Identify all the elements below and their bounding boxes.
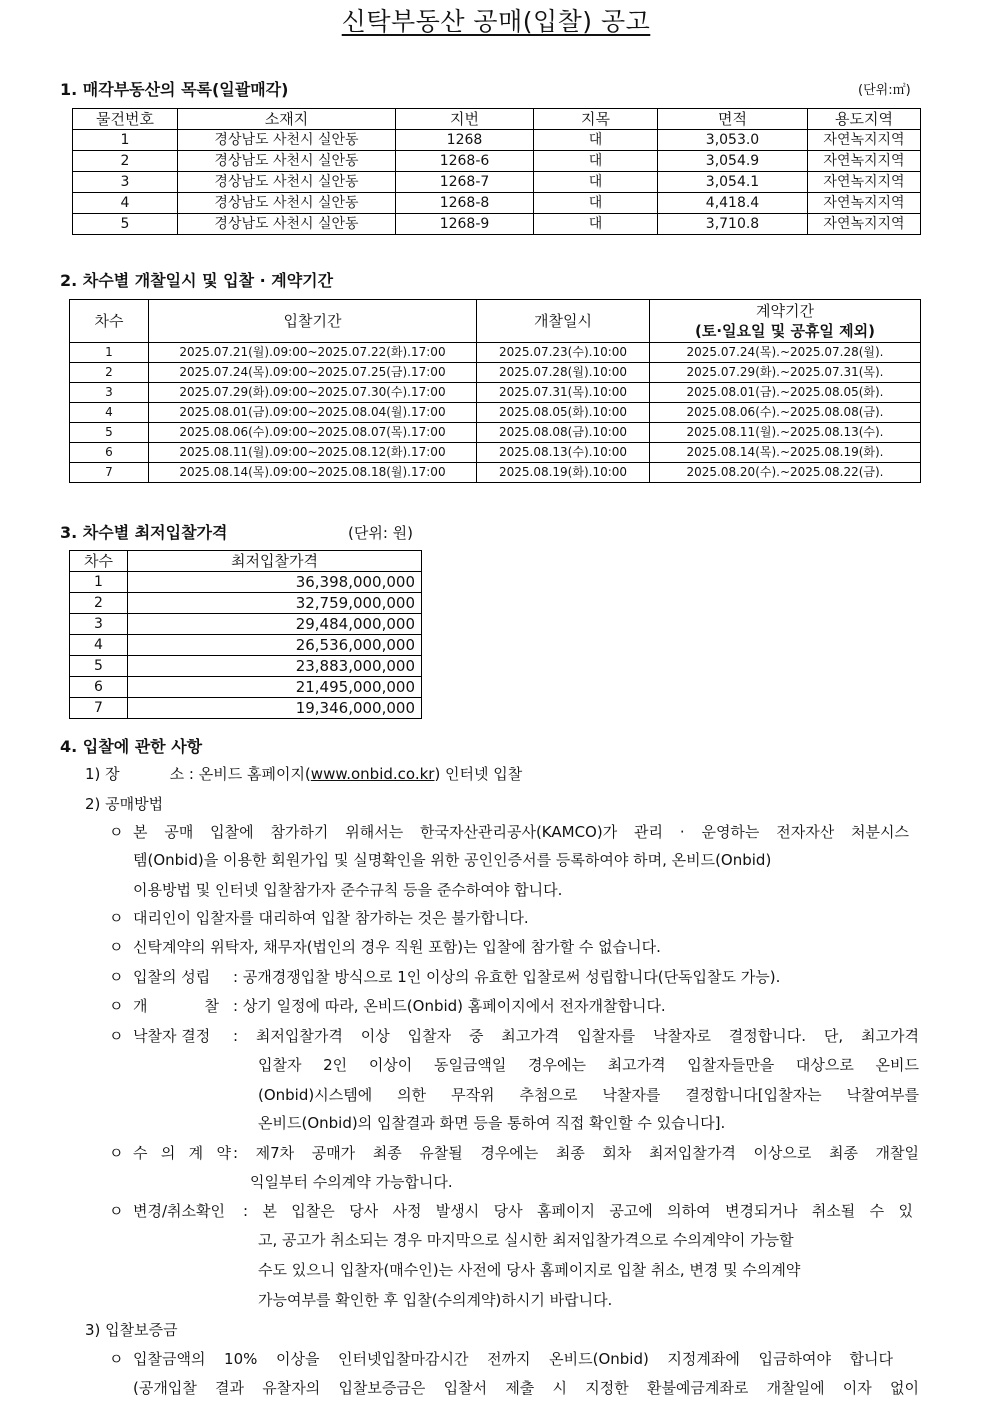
table-row	[70, 383, 921, 403]
table-row	[70, 443, 921, 463]
table-row	[70, 614, 422, 635]
table-cell: 1268-6	[396, 151, 534, 172]
method-6-line-2: 입찰자 2인 이상이 동일금액일 경우에는 최고가격 입찰자들만을 대상으로 온비드	[258, 1056, 919, 1074]
method-8-label: 변경/취소확인	[133, 1202, 225, 1220]
table-row	[73, 214, 921, 235]
method-8-line-2: 고, 공고가 취소되는 경우 마지막으로 실시한 최저입찰가격으로 수의계약이 가능할	[258, 1231, 794, 1249]
table-cell: 대	[534, 172, 658, 193]
method-heading: 2) 공매방법	[85, 795, 164, 813]
table-row	[73, 172, 921, 193]
section1-heading: 1. 매각부동산의 목록(일괄매각)	[60, 80, 289, 99]
table-row	[70, 572, 422, 593]
page-title: 신탁부동산 공매(입찰) 공고	[341, 7, 651, 36]
section3-heading: 3. 차수별 최저입찰가격	[60, 523, 228, 542]
column-header: 최저입찰가격	[128, 551, 422, 572]
table-cell: 경상남도 사천시 실안동	[178, 130, 396, 151]
table-cell: 2025.08.06(수).09:00~2025.08.07(목).17:00	[149, 423, 477, 443]
column-header: 지목	[534, 109, 658, 130]
table-cell: 3,054.9	[658, 151, 808, 172]
table-cell: 6	[70, 443, 149, 463]
table-cell: 경상남도 사천시 실안동	[178, 151, 396, 172]
method-3: 신탁계약의 위탁자, 채무자(법인의 경우 직원 포함)는 입찰에 참가할 수 없습니다.	[133, 938, 661, 956]
table-cell: 7	[70, 698, 128, 719]
method-8-line-4: 가능여부를 확인한 후 입찰(수의계약)하시기 바랍니다.	[258, 1291, 613, 1309]
method-5-label: 개 찰	[133, 997, 219, 1015]
bullet-icon: ㅇ	[109, 997, 124, 1015]
method-8-line-3: 수도 있으니 입찰자(매수인)는 사전에 당사 홈페이지로 입찰 취소, 변경 및 수의계약	[258, 1261, 801, 1279]
table-cell: 2	[70, 363, 149, 383]
table-cell: 2025.07.28(월).10:00	[477, 363, 650, 383]
method-4-label: 입찰의 성립	[133, 968, 211, 986]
table-cell: 2025.07.24(목).09:00~2025.07.25(금).17:00	[149, 363, 477, 383]
method-7-line-1: : 제7차 공매가 최종 유찰될 경우에는 최종 회차 최저입찰가격 이상으로 최종 개찰일	[233, 1144, 919, 1162]
place-line: 1) 장 소 : 온비드 홈페이지(www.onbid.co.kr) 인터넷 입찰	[85, 765, 523, 783]
table-cell: 1	[73, 130, 178, 151]
table-cell: 7	[70, 463, 149, 483]
column-header: 개찰일시	[477, 300, 650, 343]
table-row	[73, 193, 921, 214]
method-4-text: : 공개경쟁입찰 방식으로 1인 이상의 유효한 입찰로써 성립합니다(단독입찰도 가능).	[233, 968, 781, 986]
table-row	[70, 363, 921, 383]
table-cell: 2025.08.14(목).~2025.08.19(화).	[650, 443, 921, 463]
column-header	[650, 300, 921, 343]
table-cell: 6	[70, 677, 128, 698]
table-cell: 경상남도 사천시 실안동	[178, 172, 396, 193]
table-cell: 3	[73, 172, 178, 193]
table-cell: 대	[534, 214, 658, 235]
method-1-line-2: 템(Onbid)을 이용한 회원가입 및 실명확인을 위한 공인인증서를 등록하여야 하며, 온비드(Onbid)	[133, 851, 772, 869]
bullet-icon: ㅇ	[109, 1350, 124, 1368]
method-6-line-3: (Onbid)시스템에 의한 무작위 추첨으로 낙찰자를 결정합니다[입찰자는 낙찰여부를	[258, 1086, 919, 1104]
min-price-cell: 23,883,000,000	[128, 656, 422, 677]
table-row	[70, 635, 422, 656]
table-cell: 2025.07.29(화).09:00~2025.07.30(수).17:00	[149, 383, 477, 403]
column-header: 지번	[396, 109, 534, 130]
column-header: 차수	[70, 300, 149, 343]
deposit-line-2: (공개입찰 결과 유찰자의 입찰보증금은 입찰서 제출 시 지정한 환불예금계좌로 개찰일에 이자 없이	[133, 1379, 919, 1397]
min-price-cell: 26,536,000,000	[128, 635, 422, 656]
table-row	[70, 423, 921, 443]
min-price-table	[69, 550, 422, 719]
table-cell: 2025.07.29(화).~2025.07.31(목).	[650, 363, 921, 383]
table-cell: 5	[73, 214, 178, 235]
table-cell: 2025.08.13(수).10:00	[477, 443, 650, 463]
table-cell: 자연녹지지역	[808, 172, 921, 193]
method-6-line-4: 온비드(Onbid)의 입찰결과 화면 등을 통하여 직접 확인할 수 있습니다].	[258, 1114, 726, 1132]
table-cell: 경상남도 사천시 실안동	[178, 193, 396, 214]
table-cell: 4	[70, 403, 149, 423]
method-8-line-1: : 본 입찰은 당사 사정 발생시 당사 홈페이지 공고에 의하여 변경되거나 취소될 수 있	[243, 1202, 913, 1220]
schedule-table	[69, 299, 921, 483]
section2-heading: 2. 차수별 개찰일시 및 입찰 · 계약기간	[60, 271, 334, 290]
table-cell: 3	[70, 614, 128, 635]
table-cell: 자연녹지지역	[808, 193, 921, 214]
method-1-line-3: 이용방법 및 인터넷 입찰참가자 준수규칙 등을 준수하여야 합니다.	[133, 881, 563, 899]
bullet-icon: ㅇ	[109, 1144, 124, 1162]
table-cell: 1268-8	[396, 193, 534, 214]
method-6-label: 낙찰자 결정	[133, 1027, 211, 1045]
table-cell: 대	[534, 151, 658, 172]
table-cell: 2025.08.20(수).~2025.08.22(금).	[650, 463, 921, 483]
table-cell: 3	[70, 383, 149, 403]
table-cell: 대	[534, 193, 658, 214]
method-5-text: : 상기 일정에 따라, 온비드(Onbid) 홈페이지에서 전자개찰합니다.	[233, 997, 666, 1015]
bullet-icon: ㅇ	[109, 909, 124, 927]
table-cell: 자연녹지지역	[808, 151, 921, 172]
table-cell: 1268-9	[396, 214, 534, 235]
table-row	[73, 151, 921, 172]
bullet-icon: ㅇ	[109, 968, 124, 986]
bullet-icon: ㅇ	[109, 823, 124, 841]
table-cell: 5	[70, 423, 149, 443]
table-cell: 1268-7	[396, 172, 534, 193]
table-row	[70, 677, 422, 698]
section1-unit: (단위:㎡)	[858, 83, 911, 98]
method-6-line-1: : 최저입찰가격 이상 입찰자 중 최고가격 입찰자를 낙찰자로 결정합니다. 단, 최고가격	[233, 1027, 919, 1045]
table-cell: 2	[70, 593, 128, 614]
min-price-cell: 21,495,000,000	[128, 677, 422, 698]
table-cell: 2025.08.14(목).09:00~2025.08.18(월).17:00	[149, 463, 477, 483]
column-header: 차수	[70, 551, 128, 572]
table-cell: 3,053.0	[658, 130, 808, 151]
table-cell: 2025.07.24(목).~2025.07.28(월).	[650, 343, 921, 363]
method-7-label: 수 의 계 약	[133, 1144, 231, 1162]
table-cell: 3,710.8	[658, 214, 808, 235]
table-header-row	[70, 300, 921, 343]
deposit-line-1: 입찰금액의 10% 이상을 인터넷입찰마감시간 전까지 온비드(Onbid) 지정계좌에 입금하여야 합니다	[133, 1350, 893, 1368]
min-price-cell: 29,484,000,000	[128, 614, 422, 635]
table-header-row	[70, 551, 422, 572]
table-row	[70, 403, 921, 423]
column-header: 면적	[658, 109, 808, 130]
table-row	[70, 463, 921, 483]
method-7-line-2: 익일부터 수의계약 가능합니다.	[250, 1173, 453, 1191]
method-2: 대리인이 입찰자를 대리하여 입찰 참가하는 것은 불가합니다.	[133, 909, 529, 927]
table-header-row	[73, 109, 921, 130]
bullet-icon: ㅇ	[109, 938, 124, 956]
table-cell: 2025.08.06(수).~2025.08.08(금).	[650, 403, 921, 423]
table-cell: 2025.08.11(월).~2025.08.13(수).	[650, 423, 921, 443]
column-header-line: 계약기간	[756, 302, 814, 320]
table-cell: 2025.08.01(금).09:00~2025.08.04(월).17:00	[149, 403, 477, 423]
table-cell: 경상남도 사천시 실안동	[178, 214, 396, 235]
table-cell: 자연녹지지역	[808, 130, 921, 151]
table-row	[70, 343, 921, 363]
onbid-link[interactable]: www.onbid.co.kr	[310, 765, 435, 783]
table-cell: 1	[70, 572, 128, 593]
table-cell: 자연녹지지역	[808, 214, 921, 235]
table-cell: 4	[70, 635, 128, 656]
min-price-cell: 32,759,000,000	[128, 593, 422, 614]
table-cell: 2025.07.23(수).10:00	[477, 343, 650, 363]
table-cell: 5	[70, 656, 128, 677]
table-cell: 1268	[396, 130, 534, 151]
table-cell: 2025.07.21(월).09:00~2025.07.22(화).17:00	[149, 343, 477, 363]
column-header: 소재지	[178, 109, 396, 130]
table-cell: 2025.08.05(화).10:00	[477, 403, 650, 423]
table-cell: 3,054.1	[658, 172, 808, 193]
table-cell: 2025.08.11(월).09:00~2025.08.12(화).17:00	[149, 443, 477, 463]
table-cell: 2025.08.01(금).~2025.08.05(화).	[650, 383, 921, 403]
table-cell: 2025.08.19(화).10:00	[477, 463, 650, 483]
table-cell: 대	[534, 130, 658, 151]
column-header: 입찰기간	[149, 300, 477, 343]
column-header: 물건번호	[73, 109, 178, 130]
min-price-cell: 19,346,000,000	[128, 698, 422, 719]
bullet-icon: ㅇ	[109, 1202, 124, 1220]
table-row	[70, 593, 422, 614]
table-cell: 2025.07.31(목).10:00	[477, 383, 650, 403]
table-row	[70, 698, 422, 719]
method-1-line-1: 본 공매 입찰에 참가하기 위해서는 한국자산관리공사(KAMCO)가 관리 · 운영하는 전자자산 처분시스	[133, 823, 909, 841]
table-row	[73, 130, 921, 151]
table-cell: 1	[70, 343, 149, 363]
table-cell: 2	[73, 151, 178, 172]
min-price-cell: 36,398,000,000	[128, 572, 422, 593]
section3-unit: (단위: 원)	[348, 524, 413, 542]
property-table	[72, 108, 921, 235]
table-row	[70, 656, 422, 677]
table-cell: 4	[73, 193, 178, 214]
deposit-heading: 3) 입찰보증금	[85, 1321, 178, 1339]
bullet-icon: ㅇ	[109, 1027, 124, 1045]
column-header: 용도지역	[808, 109, 921, 130]
table-cell: 4,418.4	[658, 193, 808, 214]
section4-heading: 4. 입찰에 관한 사항	[60, 737, 203, 756]
table-cell: 2025.08.08(금).10:00	[477, 423, 650, 443]
column-header-subline: (토·일요일 및 공휴일 제외)	[695, 322, 875, 340]
